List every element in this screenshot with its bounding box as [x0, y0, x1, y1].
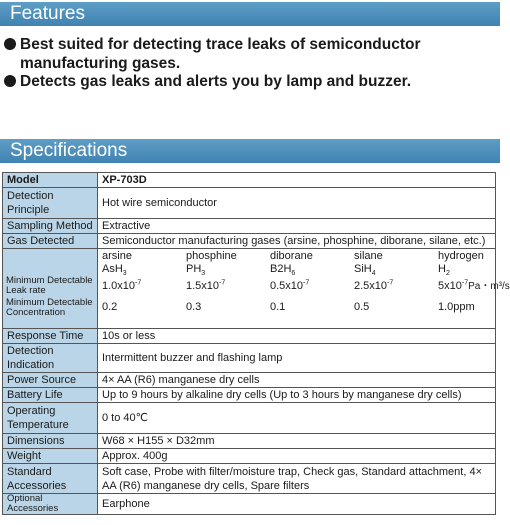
row-value: Extractive — [98, 219, 496, 234]
leak-rate-value: $1.5x10^{-7}$ — [186, 279, 226, 292]
row-value: XP-703D — [98, 173, 496, 188]
table-row — [3, 344, 496, 373]
gas-grid — [102, 250, 510, 318]
table-row — [3, 188, 496, 219]
row-label: Battery Life — [3, 388, 98, 403]
table-row — [3, 373, 496, 388]
gas-formula: $H_2$ — [438, 263, 450, 278]
gas-name: phosphine — [186, 250, 237, 262]
row-label: Optional Accessories — [3, 494, 98, 515]
row-label: Minimum Detectable Concentration — [6, 297, 93, 318]
leak-rate-value: $1.0x10^{-7}$ — [102, 279, 142, 292]
row-label: Dimensions — [3, 434, 98, 449]
row-value: 10s or less — [98, 329, 496, 344]
row-value: Intermittent buzzer and flashing lamp — [98, 344, 496, 373]
gas-name: diborane — [270, 250, 313, 262]
bullet-dot-icon — [4, 75, 16, 87]
row-value: Earphone — [98, 494, 496, 515]
table-row — [3, 388, 496, 403]
gas-name: silane — [354, 250, 383, 262]
row-label: Minimum Detectable Leak rate — [6, 275, 93, 296]
table-row — [3, 219, 496, 234]
specifications-title: Specifications — [10, 140, 128, 161]
feature-bullet — [4, 35, 494, 73]
row-label: Power Source — [3, 373, 98, 388]
row-label: Detection Indication — [3, 344, 98, 373]
leak-rate-value: $0.5x10^{-7}$ — [270, 279, 310, 292]
features-header — [0, 2, 500, 26]
concentration-value: 0.5 — [354, 301, 370, 313]
row-label: Detection Principle — [3, 188, 98, 219]
concentration-value: 0.2 — [102, 301, 118, 313]
row-label: Model — [3, 173, 98, 188]
gas-values — [98, 249, 510, 329]
features-title: Features — [10, 3, 85, 24]
table-row — [3, 464, 496, 494]
min-detectable-labels — [3, 249, 98, 329]
row-label: Sampling Method — [3, 219, 98, 234]
row-label: Operating Temperature — [3, 403, 98, 434]
row-label: Weight — [3, 449, 98, 464]
row-value: 0 to 40℃ — [98, 403, 496, 434]
table-row — [3, 234, 496, 249]
row-value: 4× AA (R6) manganese dry cells — [98, 373, 496, 388]
gas-formula: SiH$_4$ — [354, 263, 376, 278]
specifications-table — [2, 172, 510, 515]
gas-formula: $PH_3$ — [186, 263, 206, 278]
row-value: Soft case, Probe with filter/moisture trap, Check gas, Standard attachment, 4× AA (R6) manganese dry cells, Spare filters — [98, 464, 496, 494]
row-value: Up to 9 hours by alkaline dry cells (Up to 3 hours by manganese dry cells) — [98, 388, 496, 403]
leak-rate-value: $5x10^{-7}Pa$・m³/s — [438, 279, 510, 292]
table-row — [3, 329, 496, 344]
table-row — [3, 173, 496, 188]
row-value: W68 × H155 × D32mm — [98, 434, 496, 449]
row-label: Gas Detected — [3, 234, 98, 249]
concentration-value: 0.3 — [186, 301, 202, 313]
gas-name: hydrogen — [438, 250, 484, 262]
table-row — [3, 403, 496, 434]
feature-text: Best suited for detecting trace leaks of semiconductor manufacturing gases. — [20, 36, 421, 72]
concentration-value: 1.0ppm — [438, 301, 475, 313]
bullet-dot-icon — [4, 38, 16, 50]
specifications-header — [0, 139, 500, 163]
row-label: Response Time — [3, 329, 98, 344]
gas-formula: $B2H_6$ — [270, 263, 296, 278]
row-value: Approx. 400g — [98, 449, 496, 464]
gas-formula: AsH$_3$ — [102, 263, 127, 278]
feature-text: Detects gas leaks and alerts you by lamp and buzzer. — [20, 73, 412, 90]
leak-rate-value: $2.5x10^{-7}$ — [354, 279, 394, 292]
row-value: Hot wire semiconductor — [98, 188, 496, 219]
feature-bullet — [4, 72, 494, 91]
table-row — [3, 249, 496, 329]
row-label: Standard Accessories — [3, 464, 98, 494]
concentration-value: 0.1 — [270, 301, 286, 313]
table-row — [3, 434, 496, 449]
row-value: Semiconductor manufacturing gases (arsine, phosphine, diborane, silane, etc.) — [98, 234, 496, 249]
gas-name: arsine — [102, 250, 132, 262]
table-row — [3, 494, 496, 515]
table-row — [3, 449, 496, 464]
